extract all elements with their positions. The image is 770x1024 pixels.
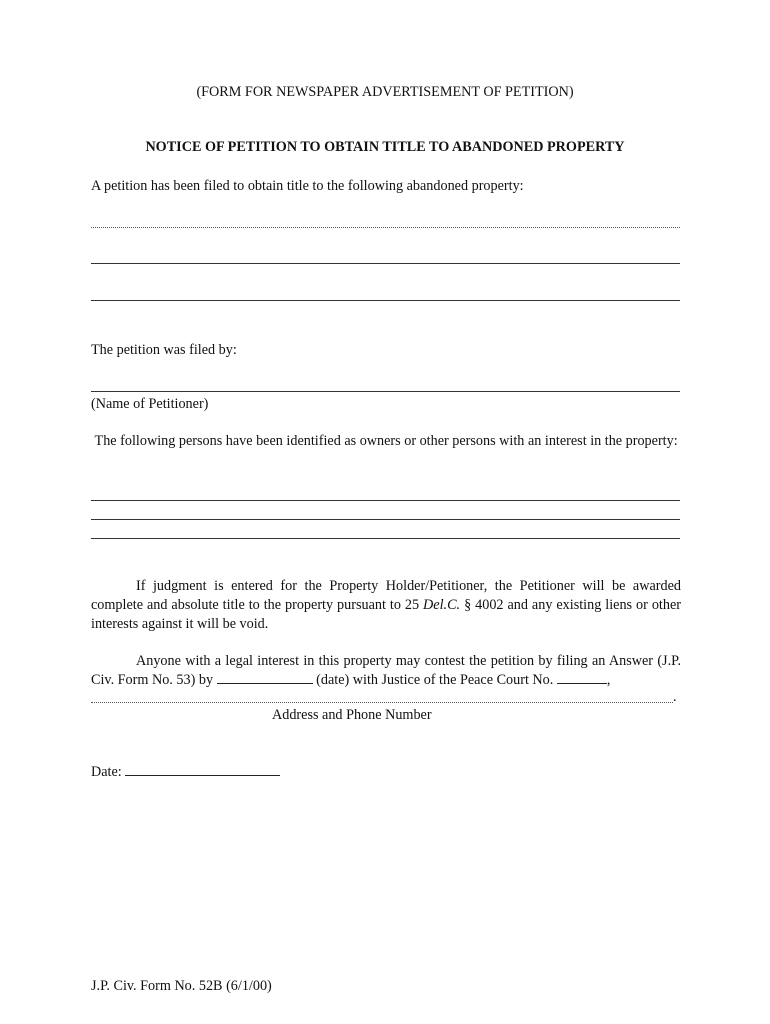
property-intro: A petition has been filed to obtain title to the following abandoned property: bbox=[91, 178, 524, 194]
notice-title: NOTICE OF PETITION TO OBTAIN TITLE TO ABANDONED PROPERTY bbox=[145, 139, 625, 155]
address-line[interactable] bbox=[91, 702, 673, 703]
form-footer: J.P. Civ. Form No. 52B (6/1/00) bbox=[91, 978, 272, 994]
answer-date-blank[interactable] bbox=[217, 671, 313, 684]
judgment-text-1: If judgment is entered for the Property Holder/Petitioner, the Petitioner will be awarded complete and absolute title to the property pursuant to 25 bbox=[91, 578, 681, 613]
property-line-3[interactable] bbox=[91, 300, 680, 301]
date-blank[interactable] bbox=[125, 763, 280, 776]
judgment-text-2: § 4002 and any existing liens or other interests against it will be void. bbox=[91, 597, 681, 632]
petitioner-name-line[interactable] bbox=[91, 391, 680, 392]
filed-by-label: The petition was filed by: bbox=[91, 342, 237, 358]
owners-intro: The following persons have been identified as owners or other persons with an interest in the property: bbox=[91, 433, 678, 449]
owners-line-2[interactable] bbox=[91, 519, 680, 520]
property-line-1[interactable] bbox=[91, 227, 680, 228]
judgment-paragraph bbox=[91, 577, 681, 634]
petitioner-caption: (Name of Petitioner) bbox=[91, 396, 209, 412]
property-line-2[interactable] bbox=[91, 263, 680, 264]
owners-line-3[interactable] bbox=[91, 538, 680, 539]
contest-text-3: , bbox=[606, 672, 611, 688]
contest-text-2: (date) with Justice of the Peace Court No. bbox=[312, 672, 557, 688]
owners-line-1[interactable] bbox=[91, 500, 680, 501]
contest-paragraph bbox=[91, 652, 681, 690]
form-header: (FORM FOR NEWSPAPER ADVERTISEMENT OF PETITION) bbox=[196, 84, 574, 100]
address-period: . bbox=[673, 689, 677, 705]
address-caption: Address and Phone Number bbox=[272, 707, 432, 723]
contest-text-1: Anyone with a legal interest in this property may contest the petition by filing an Answer (J.P. Civ. Form No. 53) by bbox=[91, 653, 681, 688]
statute-citation: Del.C. bbox=[423, 597, 461, 613]
date-label: Date: bbox=[91, 764, 126, 780]
court-number-blank[interactable] bbox=[557, 671, 607, 684]
date-field bbox=[91, 763, 280, 781]
